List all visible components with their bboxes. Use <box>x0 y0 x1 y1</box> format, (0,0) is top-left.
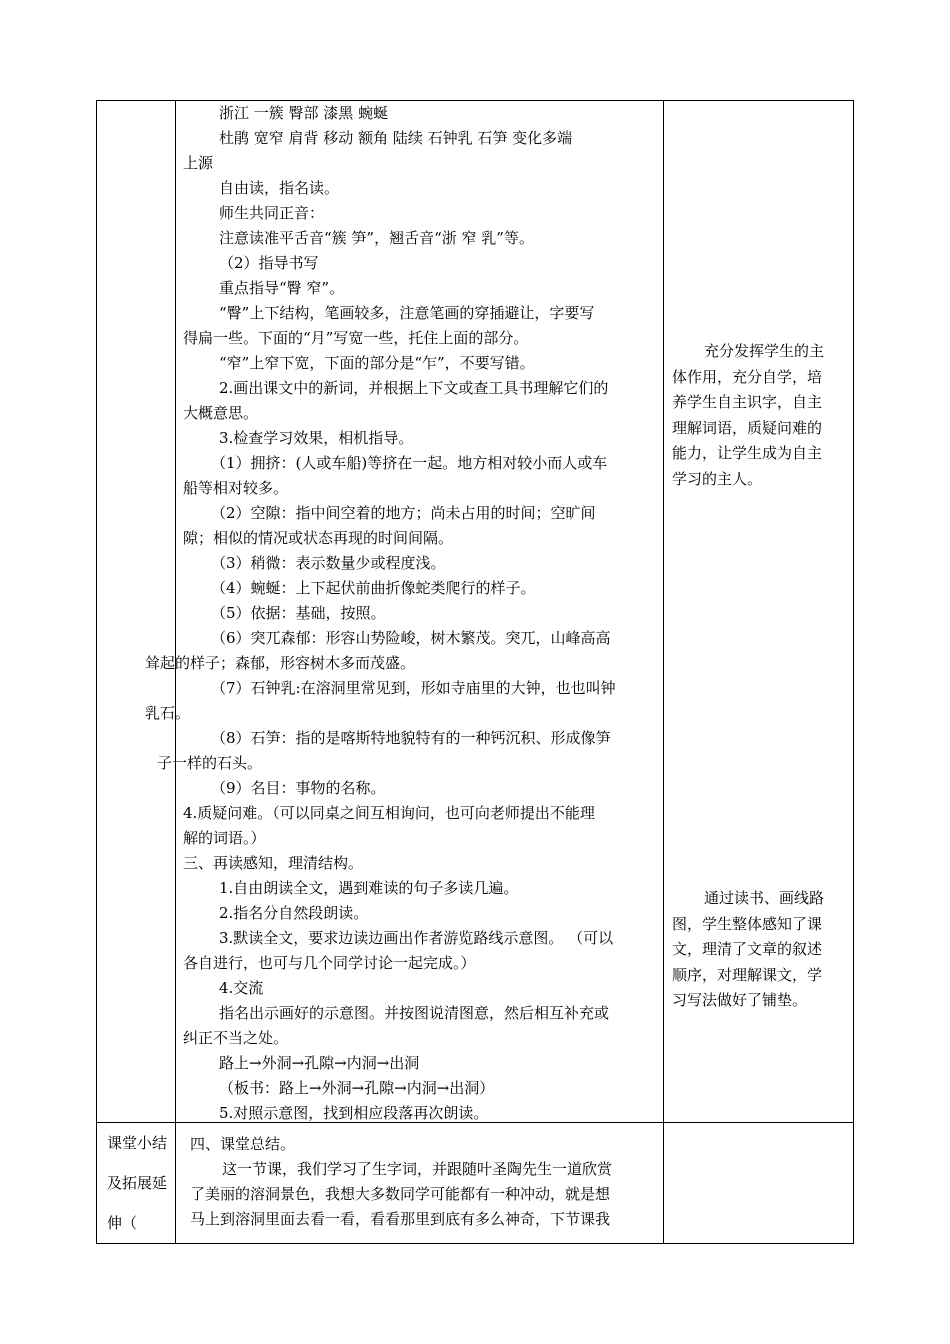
table-border-left <box>96 100 97 1244</box>
note-line: 习写法做好了铺垫。 <box>672 991 808 1009</box>
text-line: （5）依据：基础，按照。 <box>211 604 386 622</box>
text-line: （7）石钟乳:在溶洞里常见到，形如寺庙里的大钟，也也叫钟 <box>211 679 616 697</box>
section-label: 伸（ <box>107 1214 138 1232</box>
design-intent-note-2 <box>672 886 844 1014</box>
text-line: （2）空隙：指中间空着的地方；尚未占用的时间；空旷间 <box>211 504 596 522</box>
text-line: 自由读，指名读。 <box>219 179 340 197</box>
text-line: 3.默读全文，要求边读边画出作者游览路线示意图。 （可以 <box>219 929 614 947</box>
text-line: 解的词语。） <box>183 829 266 847</box>
table-border-top <box>96 100 854 101</box>
text-line: 1.自由朗读全文，遇到难读的句子多读几遍。 <box>219 879 519 897</box>
text-line: 纠正不当之处。 <box>183 1029 289 1047</box>
text-line: 上源 <box>183 154 214 172</box>
text-line: （板书：路上→外洞→孔隙→内洞→出洞） <box>219 1079 495 1097</box>
text-line: 杜鹃 宽窄 肩背 移动 额角 陆续 石钟乳 石笋 变化多端 <box>219 129 573 147</box>
text-line: （6）突兀森郁：形容山势险峻，树木繁茂。突兀，山峰高高 <box>211 629 611 647</box>
section-label: 及拓展延 <box>107 1174 168 1192</box>
text-line: （3）稍微：表示数量少或程度浅。 <box>211 554 446 572</box>
table-border-col2 <box>663 100 664 1244</box>
note-line: 通过读书、画线路 <box>704 889 825 907</box>
text-line: “臀”上下结构，笔画较多，注意笔画的穿插避让，字要写 <box>219 304 595 322</box>
note-line: 文，理清了文章的叙述 <box>672 940 823 958</box>
text-line: 重点指导“臀 窄”。 <box>219 279 345 297</box>
text-line: （8）石笋：指的是喀斯特地貌特有的一种钙沉积、形成像笋 <box>211 729 611 747</box>
note-line: 学习的主人。 <box>672 469 763 488</box>
text-line: “窄”上窄下宽，下面的部分是“乍”，不要写错。 <box>219 354 535 372</box>
text-line: 4.质疑问难。（可以同桌之间互相询问，也可向老师提出不能理 <box>183 804 595 822</box>
note-line: 顺序，对理解课文，学 <box>672 965 823 984</box>
text-line: （2）指导书写 <box>219 254 319 272</box>
text-line: （1）拥挤：(人或车船)等挤在一起。地方相对较小而人或车 <box>211 454 608 472</box>
text-line: 2.画出课文中的新词，并根据上下文或查工具书理解它们的 <box>219 379 609 397</box>
text-line: 船等相对较多。 <box>183 479 289 497</box>
note-line: 理解词语，质疑问难的 <box>672 418 823 437</box>
text-line: 四、课堂总结。 <box>190 1135 296 1153</box>
text-line: 各自进行，也可与几个同学讨论一起完成。） <box>183 954 476 972</box>
text-line: （9）名目：事物的名称。 <box>211 779 386 797</box>
text-line: 了美丽的溶洞景色，我想大多数同学可能都有一种冲动，就是想 <box>190 1185 611 1203</box>
text-line: 这一节课，我们学习了生字词，并跟随叶圣陶先生一道欣赏 <box>222 1160 613 1178</box>
text-line: 师生共同正音： <box>219 204 325 222</box>
text-line: 2.指名分自然段朗读。 <box>219 904 369 922</box>
text-line: 注意读准平舌音“簇 笋”，翘舌音“浙 窄 乳”等。 <box>219 229 534 247</box>
note-line: 养学生自主识字，自主 <box>672 393 823 411</box>
text-line: 子一样的石头。 <box>157 754 263 772</box>
text-line: 5.对照示意图，找到相应段落再次朗读。 <box>219 1104 489 1122</box>
table-border-bottom <box>96 1243 854 1244</box>
text-line: 路上→外洞→孔隙→内洞→出洞 <box>219 1054 420 1072</box>
text-line: 隙；相似的情况或状态再现的时间间隔。 <box>183 529 454 547</box>
text-line: 三、再读感知，理清结构。 <box>183 854 364 872</box>
note-line: 能力，让学生成为自主 <box>672 444 823 462</box>
text-line: 浙江 一簇 臀部 漆黑 蜿蜒 <box>219 104 389 122</box>
text-line: 大概意思。 <box>183 404 259 422</box>
text-line: 得扁一些。下面的“月”写宽一些，托住上面的部分。 <box>183 329 529 347</box>
section-label: 课堂小结 <box>107 1134 168 1152</box>
text-line: 马上到溶洞里面去看一看，看看那里到底有多么神奇，下节课我 <box>190 1210 611 1228</box>
text-line: 3.检查学习效果，相机指导。 <box>219 429 414 447</box>
text-line: 指名出示画好的示意图。并按图说清图意，然后相互补充或 <box>219 1004 610 1022</box>
note-line: 充分发挥学生的主 <box>704 342 825 360</box>
note-line: 图，学生整体感知了课 <box>672 914 823 933</box>
text-line: 4.交流 <box>219 979 264 997</box>
text-line: （4）蜿蜒：上下起伏前曲折像蛇类爬行的样子。 <box>211 579 536 597</box>
table-border-right <box>853 100 854 1244</box>
text-line: 乳石。 <box>145 704 191 722</box>
design-intent-note-1 <box>672 339 844 492</box>
note-line: 体作用，充分自学，培 <box>672 367 823 386</box>
text-line: 耸起的样子；森郁，形容树木多而茂盛。 <box>145 654 416 672</box>
